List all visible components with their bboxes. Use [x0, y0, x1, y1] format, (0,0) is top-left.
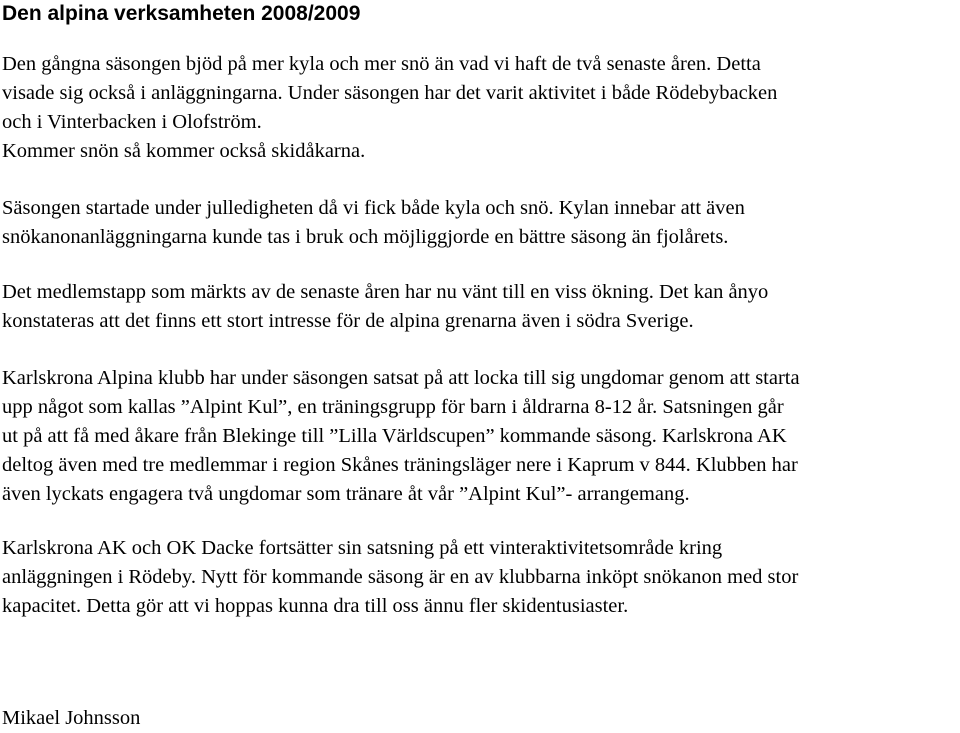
paragraph-3	[2, 278, 960, 336]
paragraph-1	[2, 50, 960, 166]
paragraph-4-line-5: även lyckats engagera två ungdomar som tränare åt vår ”Alpint Kul”- arrangemang.	[2, 483, 690, 505]
paragraph-5-line-1: Karlskrona AK och OK Dacke fortsätter sin satsning på ett vinteraktivitetsområde kring	[2, 537, 723, 559]
paragraph-4-line-1: Karlskrona Alpina klubb har under säsongen satsat på att locka till sig ungdomar genom att starta	[2, 367, 800, 389]
paragraph-3-line-2: konstateras att det finns ett stort intresse för de alpina grenarna även i södra Sverige.	[2, 310, 694, 332]
document-title: Den alpina verksamheten 2008/2009	[2, 2, 361, 25]
paragraph-1-line-1: Den gångna säsongen bjöd på mer kyla och mer snö än vad vi haft de två senaste åren. Detta	[2, 53, 761, 75]
paragraph-4-line-3: ut på att få med åkare från Blekinge till ”Lilla Världscupen” kommande säsong. Karlskrona AK	[2, 425, 787, 447]
paragraph-4-line-2: upp något som kallas ”Alpint Kul”, en träningsgrupp för barn i åldrarna 8-12 år. Satsningen går	[2, 396, 784, 418]
paragraph-1-line-4: Kommer snön så kommer också skidåkarna.	[2, 140, 366, 162]
paragraph-5-line-2: anläggningen i Rödeby. Nytt för kommande säsong är en av klubbarna inköpt snökanon med stor	[2, 566, 799, 588]
paragraph-4-line-4: deltog även med tre medlemmar i region Skånes träningsläger nere i Kaprum v 844. Klubben har	[2, 454, 798, 476]
paragraph-5-line-3: kapacitet. Detta gör att vi hoppas kunna dra till oss ännu fler skidentusiaster.	[2, 595, 629, 617]
paragraph-2-line-2: snökanonanläggningarna kunde tas i bruk och möjliggjorde en bättre säsong än fjolårets.	[2, 226, 729, 248]
paragraph-5	[2, 534, 960, 621]
author-signature: Mikael Johnsson	[2, 707, 141, 729]
paragraph-3-line-1: Det medlemstapp som märkts av de senaste åren har nu vänt till en viss ökning. Det kan ånyo	[2, 281, 769, 303]
paragraph-4	[2, 364, 960, 509]
paragraph-1-line-3: och i Vinterbacken i Olofström.	[2, 111, 262, 133]
paragraph-1-line-2: visade sig också i anläggningarna. Under säsongen har det varit aktivitet i både Rödebybacken	[2, 82, 778, 104]
paragraph-2	[2, 194, 960, 252]
paragraph-2-line-1: Säsongen startade under julledigheten då vi fick både kyla och snö. Kylan innebar att även	[2, 197, 745, 219]
